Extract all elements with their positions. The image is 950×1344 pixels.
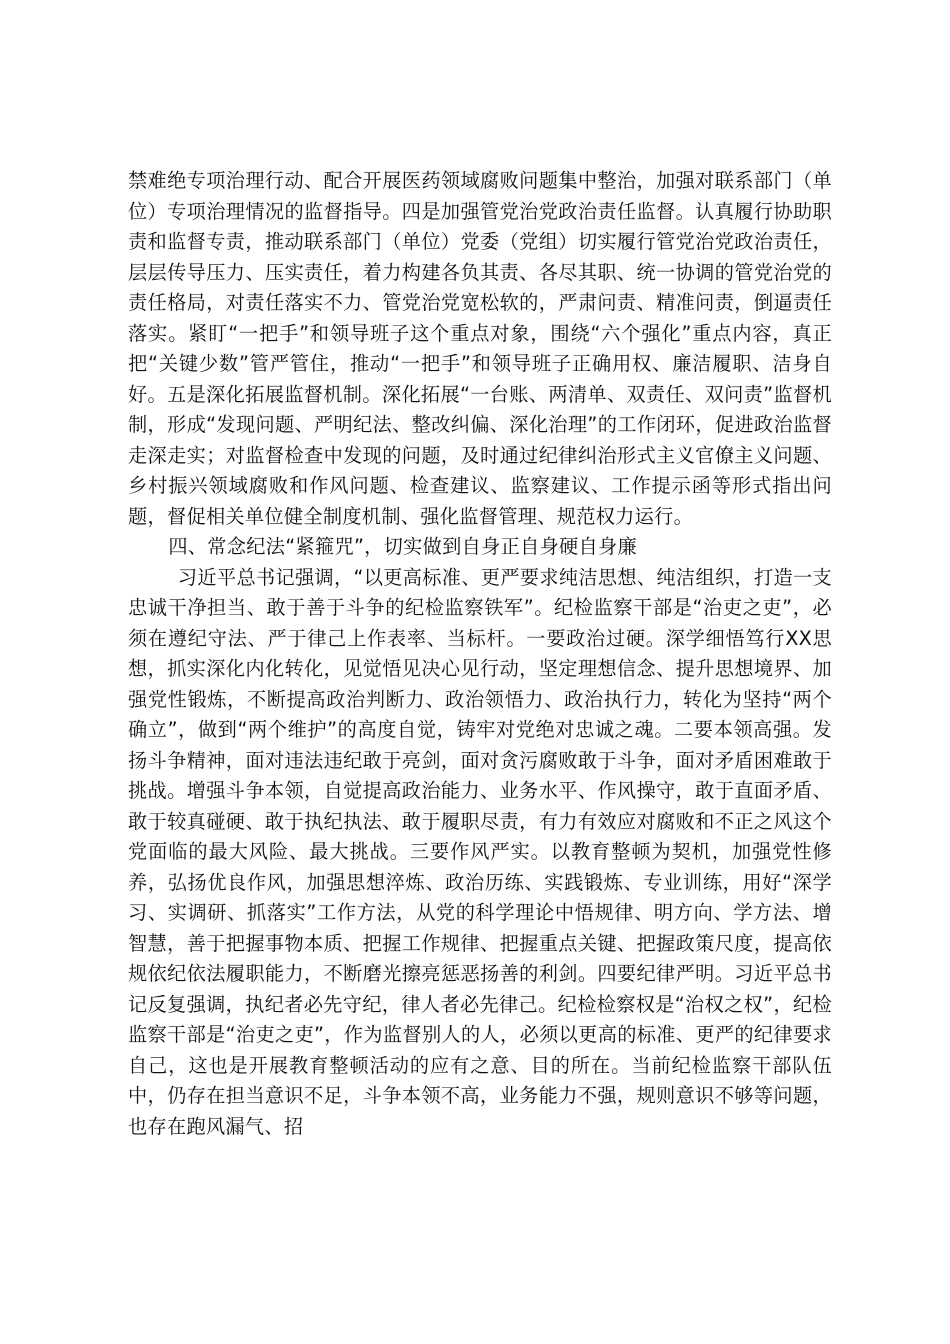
body-paragraph-1: 禁难绝专项治理行动、配合开展医药领域腐败问题集中整治，加强对联系部门（单位）专项治理情况的监督指导。四是加强管党治党政治责任监督。认真履行协助职责和监督专责，推动联系部门（单位）党委（党组）切实履行管党治党政治责任，层层传导压力、压实责任，着力构建各负其责、各尽其职、统一协调的管党治党的责任格局，对责任落实不力、管党治党宽松软的，严肃问责、精准问责，倒逼责任落实。紧盯“一把手”和领导班子这个重点对象，围绕“六个强化”重点内容，真正把“关键少数”管严管住，推动“一把手”和领导班子正确用权、廉洁履职、洁身自好。五是深化拓展监督机制。深化拓展“一台账、两清单、双责任、双问责”监督机制，形成“发现问题、严明纪法、整改纠偏、深化治理”的工作闭环，促进政治监督走深走实；对监督检查中发现的问题，及时通过纪律纠治形式主义官僚主义问题、乡村振兴领域腐败和作风问题、检查建议、监察建议、工作提示函等形式指出问题，督促相关单位健全制度机制、强化监督管理、规范权力运行。	[128, 169, 832, 528]
document-page	[128, 166, 832, 1142]
section-heading-4: 四、常念纪法“紧箍咒”，切实做到自身正自身硬自身廉	[168, 535, 638, 558]
body-paragraph-2: 习近平总书记强调，“以更高标准、更严要求纯洁思想、纯洁组织，打造一支忠诚干净担当、敢于善于斗争的纪检监察铁军”。纪检监察干部是“治吏之吏”，必须在遵纪守法、严于律己上作表率、当标杆。一要政治过硬。深学细悟笃行XX思想，抓实深化内化转化，见觉悟见决心见行动，坚定理想信念、提升思想境界、加强党性锻炼，不断提高政治判断力、政治领悟力、政治执行力，转化为坚持“两个确立”，做到“两个维护”的高度自觉，铸牢对党绝对忠诚之魂。二要本领高强。发扬斗争精神，面对违法违纪敢于亮剑，面对贪污腐败敢于斗争，面对矛盾困难敢于挑战。增强斗争本领，自觉提高政治能力、业务水平、作风操守，敢于直面矛盾、敢于较真碰硬、敢于执纪执法、敢于履职尽责，有力有效应对腐败和不正之风这个党面临的最大风险、最大挑战。三要作风严实。以教育整顿为契机，加强党性修养，弘扬优良作风，加强思想淬炼、政治历练、实践锻炼、专业训练，用好“深学习、实调研、抓落实”工作方法，从党的科学理论中悟规律、明方向、学方法、增智慧，善于把握事物本质、把握工作规律、把握重点关键、把握政策尺度，提高依规依纪依法履职能力，不断磨光擦亮惩恶扬善的利剑。四要纪律严明。习近平总书记反复强调，执纪者必先守纪，律人者必先律己。纪检检察权是“治权之权”，纪检监察干部是“治吏之吏”，作为监督别人的人，必须以更高的标准、更严的纪律要求自己，这也是开展教育整顿活动的应有之意、目的所在。当前纪检监察干部队伍中，仍存在担当意识不足，斗争本领不高，业务能力不强，规则意识不够等问题，也存在跑风漏气、招	[128, 565, 832, 1138]
